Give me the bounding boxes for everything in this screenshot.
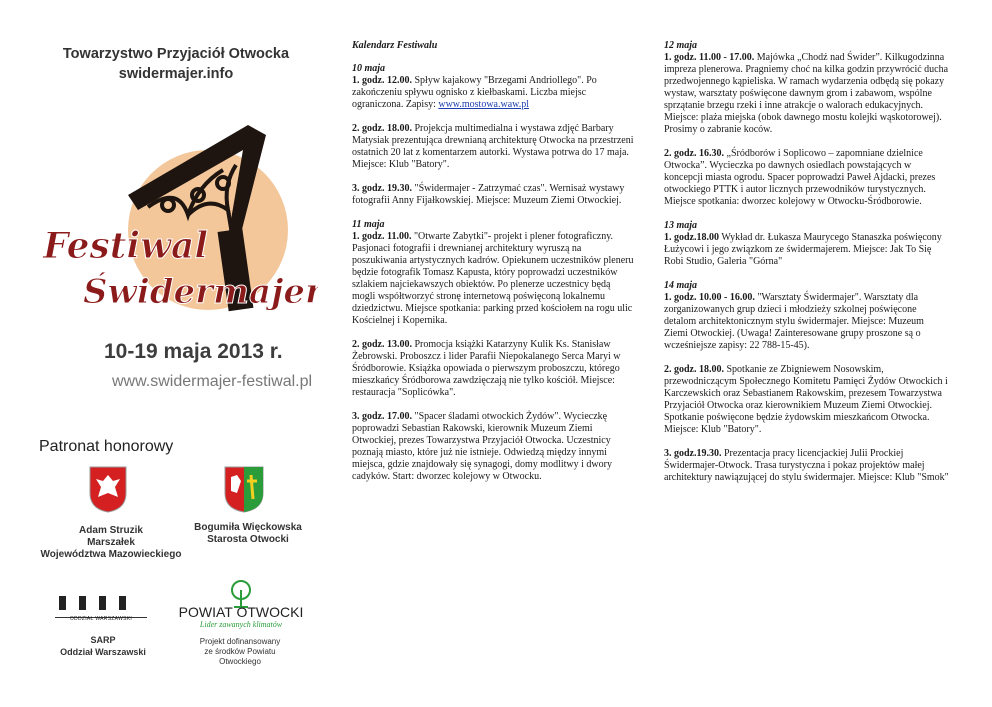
day-heading: 10 maja [352, 63, 386, 74]
patronage-heading: Patronat honorowy [39, 438, 174, 455]
event-item: 1. godz. 11.00 - 17.00. Majówka „Chodź nad Świder”. Kilkugodzinna impreza plenerowa. Pragniemy choć na kilka godzin przywrócić ducha przedwojennego kąpieliska. W ramach wydarzenia odbędą się pokazy wystaw, warsztaty poświęcone dawnym grom i zabawom, wspólne sprzątanie brzegu rzeki i inne atrakcje o walorach edukacyjnych. Miejsce: plaża miejska (obok dawnego mostu kolejki wąskotorowej). Prosimy o zabranie koców. [664, 52, 949, 135]
organization-header [40, 44, 312, 84]
event-item: 3. godz. 17.00. "Spacer śladami otwockich Żydów". Wycieczkę poprowadzi Sebastian Rakowski, kierownik Muzeum Ziemi Otwockiej, prezes Towarzystwa Przyjaciół Otwocka. Uczestnicy poznają miasto, które już nie istnieje. Odwiedzą między innymi miejsca, gdzie znajdowały się synagogi, domy modlitwy i dwory cadyków. Start: dworzec kolejowy w Otwocku. [352, 411, 612, 482]
mazowieckie-crest-icon [88, 465, 128, 513]
event-item: 2. godz. 18.00. Projekcja multimedialna i wystawa zdjęć Barbary Matysiak prezentująca drewnianą architekturę Otwocka na przestrzeni ostatnich 20 lat z komentarzem autorki. Wystawa potrwa do 17 maja. Miejsce: Klub "Batory". [352, 123, 634, 170]
calendar-heading: Kalendarz Festiwalu [352, 40, 438, 51]
event-item: 1. godz. 12.00. Spływ kajakowy "Brzegami Andriollego". Po zakończeniu spływu ognisko z kiełbaskami. Liczba miejsc ograniczona. Zapisy: www.mostowa.waw.pl [352, 75, 597, 110]
patron-starosta: Bogumiła Więckowska Starosta Otwocki [194, 522, 302, 545]
event-item: 3. godz.19.30. Prezentacja pracy licencjackiej Julii Prockiej Świdermajer-Otwock. Trasa turystyczna i pokaz projektów małej architektury nawiązującej do stylu świdermajer. Miejsce: Klub "Smok" [664, 448, 949, 483]
swidermajer-word: Świdermajer [83, 272, 318, 312]
calendar-column-2 [664, 40, 949, 496]
event-item: 2. godz. 18.00. Spotkanie ze Zbigniewem Nosowskim, przewodniczącym Społecznego Komitetu Pamięci Żydów Otwockich i Karczewskich oraz Sebastianem Rakowskim, prezesem Towarzystwa Przyjaciół Otwocka oraz kierownikiem Muzeum Ziemi Otwockiej. Spotkanie poświęcone będzie żydowskim mieszkańcom Otwocka. Miejsce: Klub "Batory". [664, 364, 948, 435]
registration-link[interactable]: www.mostowa.waw.pl [438, 99, 529, 110]
left-panel [0, 0, 340, 707]
festival-website: www.swidermajer-festiwal.pl [112, 373, 313, 390]
event-item: 3. godz. 19.30. "Świdermajer - Zatrzymać czas". Wernisaż wystawy fotografii Anny Fijałkowskiej. Miejsce: Muzeum Ziemi Otwockiej. [352, 183, 625, 206]
festival-word: Festiwal [43, 225, 209, 267]
powiat-logo: POWIAT OTWOCKI Lider zawanych klimatów [172, 580, 310, 629]
festival-logo-graphic [38, 125, 318, 335]
event-item: 1. godz. 10.00 - 16.00. "Warsztaty Świdermajer". Warsztaty dla zorganizowanych grup dzieci i młodzieży szkolnej poświęcone detalom architektonicznym stylu świdermajer. Miejsce: Muzeum Ziemi Otwockiej. (Uwaga! Zainteresowane grupy proszone są o wcześniejsze zapisy: 22 788-15-45). [664, 292, 924, 351]
sarp-logo-mark-icon [55, 595, 147, 611]
day-heading: 14 maja [664, 280, 698, 291]
sarp-logo: ODDZIAŁ WARSZAWSKI [55, 595, 147, 618]
calendar-column-1 [352, 40, 634, 495]
event-item: 1. godz.18.00 Wykład dr. Łukasza Maurycego Stanaszka poświęcony Łużycowi i jego związkom ze świdermajerem. Miejsce: Jak To Się Robi Studio, Galeria "Górna" [664, 232, 942, 267]
event-item: 1. godz. 11.00. "Otwarte Zabytki"- projekt i plener fotograficzny. Pasjonaci fotografii i drewnianej architektury wyruszą na poszukiwania artystycznych kadrów. Opiekunem uczestników pleneru będzie fotografik Tomasz Kapusta, który poprowadzi uczestników szlakiem najciekawszych obiektów. Po plenerze uczestnicy będą mogli współtworzyć stronę internetową poświęconą lokalnemu dziedzictwu. Miejsce spotkania: parking przed kościołem na rogu ulic Kościelnej i Kopernika. [352, 231, 634, 326]
day-heading: 12 maja [664, 40, 698, 51]
festival-logo [38, 125, 318, 335]
day-heading: 11 maja [352, 219, 385, 230]
event-item: 2. godz. 16.30. „Śródborów i Soplicowo – zapomniane dzielnice Otwocka”. Wycieczka po dawnych osiedlach powstających w koncepcji miasta ogrodu. Spacer poprowadzi Paweł Ajdacki, prezes otwockiego PTTK i autor licznych przewodników turystycznych. Miejsce spotkania: dworzec kolejowy w Otwocku-Śródborowie. [664, 148, 936, 207]
festival-dates: 10-19 maja 2013 r. [104, 340, 283, 363]
sarp-label: SARP Oddział Warszawski [60, 635, 146, 657]
org-website: swidermajer.info [118, 66, 234, 82]
org-name: Towarzystwo Przyjaciół Otwocka [62, 46, 290, 62]
powiat-funding-note: Projekt dofinansowany ze środków Powiatu Otwockiego [199, 637, 281, 666]
otwock-county-crest-icon [223, 465, 265, 513]
patron-marshal: Adam Struzik Marszałek Województwa Mazowieckiego [40, 525, 182, 560]
event-item: 2. godz. 13.00. Promocja książki Katarzyny Kulik Ks. Stanisław Żebrowski. Proboszcz i lider Parafii Niepokalanego Serca Maryi w Śródborowie. Książka opowiada o pierwszym proboszczu, którego mieszkańcy Śródborowa zawdzięczają nie tylko kościół. Miejsce: restauracja "Soplicówka". [352, 339, 621, 398]
day-heading: 13 maja [664, 220, 698, 231]
